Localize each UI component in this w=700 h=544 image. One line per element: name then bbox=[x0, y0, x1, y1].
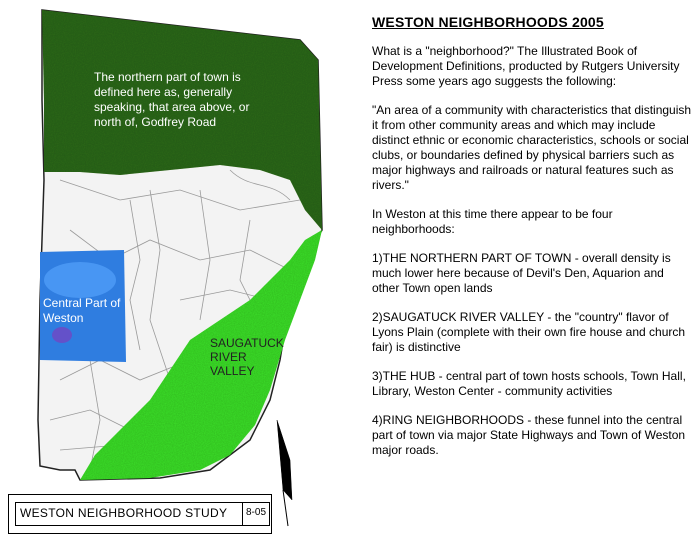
study-title-frame bbox=[15, 502, 243, 526]
study-title: WESTON NEIGHBORHOOD STUDY bbox=[20, 506, 228, 520]
paragraph-northern: 1)THE NORTHERN PART OF TOWN - overall density is much lower here because of Devil's Den, Aquarion and other Town open lands bbox=[372, 251, 671, 295]
study-code-frame bbox=[242, 502, 270, 526]
study-code: 8-05 bbox=[246, 507, 267, 518]
page-title: WESTON NEIGHBORHOODS 2005 bbox=[372, 14, 604, 30]
text-column bbox=[370, 14, 692, 472]
paragraph-four-neighborhoods: In Weston at this time there appear to be four neighborhoods: bbox=[372, 207, 613, 236]
river-label-line: RIVER bbox=[210, 350, 247, 364]
river-label-line: SAUGATUCK bbox=[210, 336, 284, 350]
paragraph-river-valley: 2)SAUGATUCK RIVER VALLEY - the "country" flavor of Lyons Plain (complete with their own fire house and church fair) is distinctive bbox=[372, 310, 686, 354]
study-title-box bbox=[8, 494, 272, 534]
northern-part-label: The northern part of town is defined here as, generally speaking, that area above, or north of, Godfrey Road bbox=[94, 70, 250, 129]
river-label-line: VALLEY bbox=[210, 364, 255, 378]
central-part-label: Central Part of Weston bbox=[43, 296, 121, 325]
north-arrow-icon bbox=[277, 420, 292, 526]
paragraph-hub: 3)THE HUB - central part of town hosts schools, Town Hall, Library, Weston Center - community activities bbox=[372, 369, 686, 398]
saugatuck-river-valley-label bbox=[210, 336, 290, 378]
central-highlight bbox=[44, 262, 116, 298]
paragraph-ring: 4)RING NEIGHBORHOODS - these funnel into the central part of town via major State Highways and Town of Weston major roads. bbox=[372, 413, 686, 457]
paragraph-definition: "An area of a community with characteristics that distinguish it from other community areas and which may include distinct ethnic or economic characteristics, schools or social clubs, or boundaries defined by physical barriers such as major highways and railroads or natural features such as rivers." bbox=[372, 103, 692, 192]
paragraph-intro: What is a "neighborhood?" The Illustrated Book of Development Definitions, producted by Rutgers University Press some years ago suggests the following: bbox=[372, 44, 680, 88]
central-core bbox=[52, 327, 72, 343]
